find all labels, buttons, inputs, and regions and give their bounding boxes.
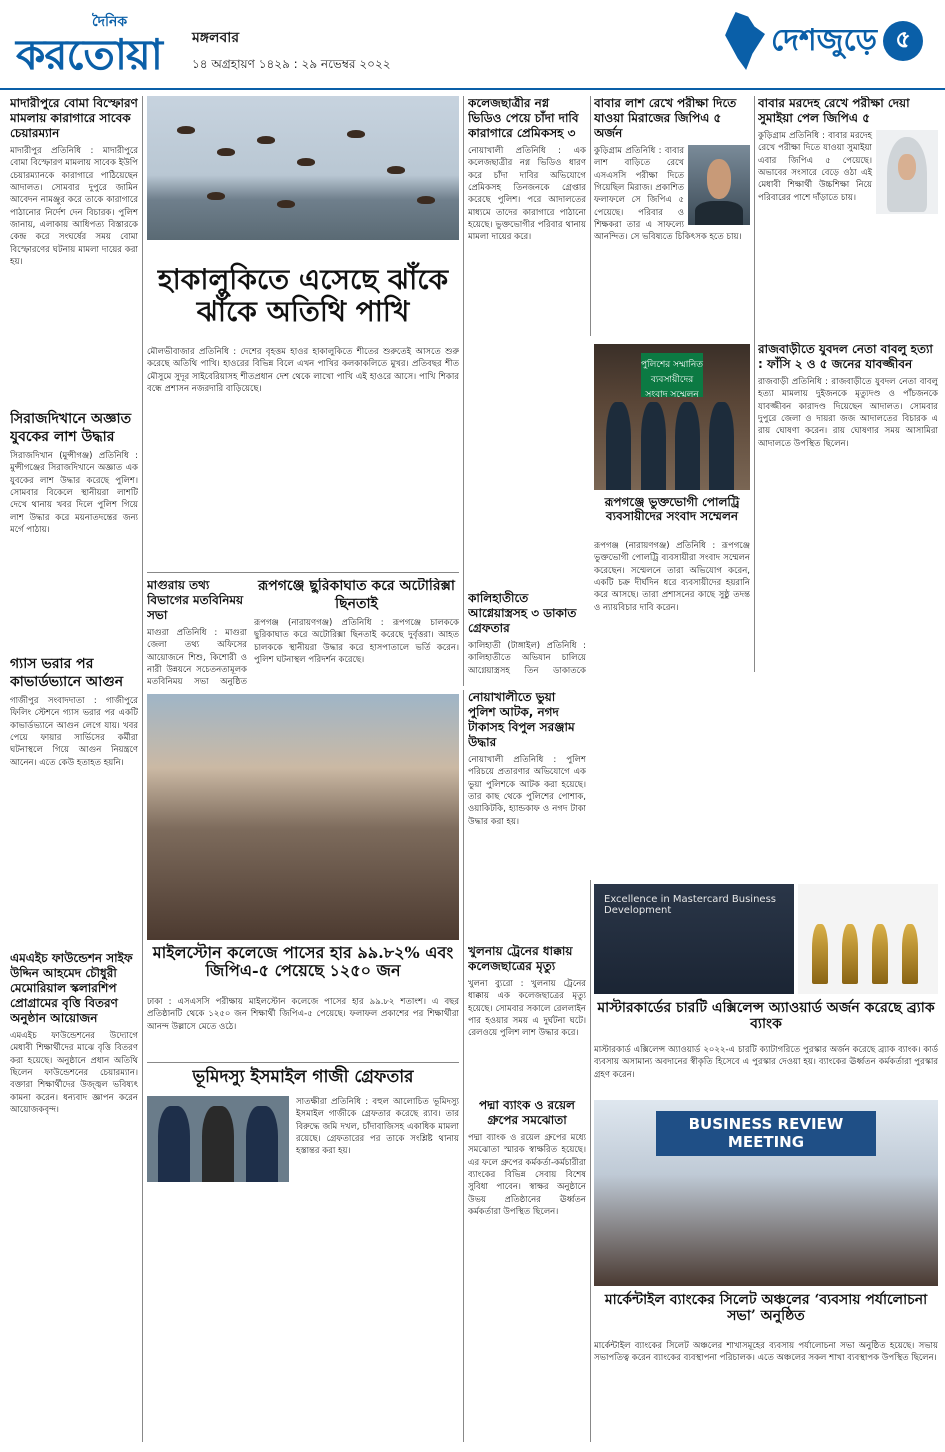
- headline-sirajdikhan: সিরাজদিখানে অজ্ঞাত যুবকের লাশ উদ্ধার: [10, 411, 132, 445]
- headline-kolej: কলেজছাত্রীর নগ্ন ভিডিও পেয়ে চাঁদা দাবি কারাগারে প্রেমিকসহ ৩: [468, 96, 579, 140]
- left-column: [10, 96, 138, 1442]
- bird-shape: [207, 192, 225, 200]
- bird-shape: [417, 196, 435, 204]
- headline-hakaluki: হাকালুকিতে এসেছে ঝাঁকে ঝাঁকে অতিথি পাখি: [157, 263, 449, 329]
- bangladesh-map-icon: [723, 12, 765, 70]
- portrait-face: [707, 159, 732, 199]
- person-shape: [709, 402, 734, 490]
- portrait-face: [898, 154, 915, 181]
- article-padma-bank: [468, 1098, 586, 1442]
- headline-gas: গ্যাস ভরার পর কাভার্ডভ্যানে আগুন: [10, 656, 124, 690]
- issue-day: মঙ্গলবার: [192, 30, 240, 46]
- body-hakaluki: মৌলভীবাজার প্রতিনিধি : দেশের বৃহত্তম হাওর হাকালুকিতে শীতের শুরুতেই আসতে শুরু করেছে অতিথি পাখি। হাওরের বিভিন্ন বিলে এখন পাখির কলকাকলিতে মুখর। প্রতিবছর শীত মৌসুমে সুদূর সাইবেরিয়াসহ শীতপ্রধান দেশ থেকে লাখো পাখি এই হাওরে আসে। পাখি শিকার বন্ধে প্রশাসন নজরদারি বাড়িয়েছে।: [147, 347, 459, 394]
- body-magura: মাগুরা প্রতিনিধি : মাগুরা জেলা তথ্য অফিসের আয়োজনে শিশু, কিশোরী ও নারী উন্নয়নে সচেতনতামূলক মতবিনিময় সভা অনুষ্ঠিত: [147, 628, 247, 688]
- person-shape: [202, 1106, 233, 1182]
- headline-milestone: মাইলস্টোন কলেজে পাসের হার ৯৯.৮২% এবং জিপিএ-৫ পেয়েছে ১২৫০ জন: [152, 943, 454, 981]
- headline-fake-police: নোয়াখালীতে ভুয়া পুলিশ আটক, নগদ টাকাসহ বিপুল সরঞ্জাম উদ্ধার: [468, 690, 575, 749]
- headline-mastercard: মাস্টারকার্ডের চারটি এক্সিলেন্স অ্যাওয়ার্ড অর্জন করেছে ব্র্যাক ব্যাংক: [597, 1000, 935, 1033]
- article-sumaiya: [758, 96, 938, 336]
- body-kalihati: কালিহাতী (টাঙ্গাইল) প্রতিনিধি : কালিহাতীতে অভিযান চালিয়ে আগ্নেয়াস্ত্রসহ তিন ডাকাতকে: [468, 641, 586, 676]
- trophy-icon: [812, 924, 828, 984]
- body-autorickshaw: রূপগঞ্জ (নারায়ণগঞ্জ) প্রতিনিধি : রূপগঞ্জে চালককে ছুরিকাঘাত করে অটোরিক্সা ছিনতাই করেছে দুর্বৃত্তরা। আহত চালককে স্থানীয়রা উদ্ধার করে হাসপাতালে ভর্তি করেন। পুলিশ ঘটনাস্থল পরিদর্শন করেছে।: [254, 618, 459, 665]
- body-milestone: ঢাকা : এসএসসি পরীক্ষায় মাইলস্টোন কলেজে পাসের হার ৯৯.৮২ শতাংশ। এ বছর প্রতিষ্ঠানটি থেকে ১২৫০ জন শিক্ষার্থী জিপিএ-৫ পেয়েছে। ফলাফল প্রকাশের পর শিক্ষার্থীরা আনন্দ উল্লাসে মেতে ওঠে।: [147, 997, 459, 1032]
- person-shape: [158, 1106, 189, 1182]
- bird-shape: [387, 166, 405, 174]
- page-number: ৫: [883, 21, 923, 61]
- headline-madaripur: মাদারীপুরে বোমা বিস্ফোরণ মামলায় কারাগারে সাবেক চেয়ারম্যান: [10, 96, 138, 140]
- press-banner: পুলিশের সম্মানিত ব্যবসায়ীদের সংবাদ সম্মেলন: [641, 353, 703, 397]
- issue-date: ১৪ অগ্রহায়ণ ১৪২৯ : ২৯ নভেম্বর ২০২২: [192, 57, 391, 71]
- article-magura: [147, 578, 247, 688]
- middle-column: [468, 96, 586, 676]
- meeting-banner: BUSINESS REVIEW MEETING: [656, 1111, 876, 1156]
- column-rule: [463, 690, 464, 1442]
- headline-scholarship: এমএইচ ফাউন্ডেশন সাইফ উদ্দিন আহমেদ চৌধুরী মেমোরিয়াল স্কলারশিপ প্রোগ্রামের বৃত্তি বিতরণ অনুষ্ঠান আয়োজন: [10, 951, 133, 1025]
- article-scholarship: [10, 951, 138, 1116]
- milestone-college-photo: [147, 694, 459, 940]
- section-rule: [147, 572, 459, 573]
- article-autorickshaw: [254, 578, 459, 688]
- headline-padma-bank: পদ্মা ব্যাংক ও রয়েল গ্রুপের সমঝোতা: [479, 1098, 575, 1127]
- trophy-icon: [842, 924, 858, 984]
- body-padma-bank: পদ্মা ব্যাংক ও রয়েল গ্রুপের মধ্যে সমঝোতা স্মারক স্বাক্ষরিত হয়েছে। এর ফলে গ্রুপের কর্মকর্তা-কর্মচারীরা ব্যাংকের বিভিন্ন সেবায় বিশেষ সুবিধা পাবেন। স্বাক্ষর অনুষ্ঠানে উভয় প্রতিষ্ঠানের ঊর্ধ্বতন কর্মকর্তারা উপস্থিত ছিলেন।: [468, 1133, 586, 1217]
- student-hijab-photo: [876, 130, 938, 214]
- column-rule: [142, 96, 143, 1442]
- section-rule: [147, 1062, 459, 1063]
- logo-name: করতোয়া: [16, 30, 162, 79]
- headline-autorickshaw: রূপগঞ্জে ছুরিকাঘাত করে অটোরিক্সা ছিনতাই: [258, 578, 455, 612]
- award-ceremony-photo: [594, 884, 794, 994]
- body-sirajdikhan: সিরাজদিখান (মুন্সীগঞ্জ) প্রতিনিধি : মুন্সীগঞ্জের সিরাজদিখানে অজ্ঞাত এক যুবকের লাশ উদ্ধার করেছে পুলিশ। সোমবার বিকেলে স্থানীয়রা লাশটি দেখে থানায় খবর দিলে পুলিশ গিয়ে লাশ উদ্ধার করে ময়নাতদন্তের জন্য মর্গে পাঠায়।: [10, 451, 138, 535]
- headline-sumaiya: বাবার মরদেহ রেখে পরীক্ষা দেয়া সুমাইয়া পেল জিপিএ ৫: [758, 96, 910, 125]
- body-scholarship: এমএইচ ফাউন্ডেশনের উদ্যোগে মেধাবী শিক্ষার্থীদের মাঝে বৃত্তি বিতরণ করা হয়েছে। অনুষ্ঠানে প্রধান অতিথি ছিলেন ফাউন্ডেশনের চেয়ারম্যান। বক্তারা শিক্ষার্থীদের উজ্জ্বল ভবিষ্যৎ কামনা করেন। ধন্যবাদ জ্ঞাপন করেন আয়োজকবৃন্দ।: [10, 1031, 138, 1115]
- article-sirajdikhan: [10, 411, 138, 650]
- article-rajbari: [758, 342, 938, 862]
- body-gas: গাজীপুর সংবাদদাতা : গাজীপুরে ফিলিং স্টেশনে গ্যাস ভরার পর একটি কাভার্ডভ্যানে আগুন লেগে যায়। খবর পেয়ে ফায়ার সার্ভিসের কর্মীরা ঘটনাস্থলে গিয়ে আগুন নিয়ন্ত্রণে আনেন। এতে কেউ হতাহত হয়নি।: [10, 696, 138, 768]
- column-rule: [754, 96, 755, 672]
- arrest-photo: [147, 1096, 289, 1182]
- bird-shape: [277, 200, 295, 208]
- body-kolej: নোয়াখালী প্রতিনিধি : এক কলেজছাত্রীর নগ্ন ভিডিও ধারণ করে চাঁদা দাবির অভিযোগে প্রেমিকসহ তিনজনকে গ্রেপ্তার করেছে পুলিশ। পরে আদালতের মাধ্যমে তাদের কারাগারে পাঠানো হয়েছে। ভুক্তভোগীর পরিবার থানায় মামলা দায়ের করে।: [468, 146, 586, 243]
- article-fake-police: [468, 690, 586, 940]
- column-rule: [463, 96, 464, 686]
- body-mastercard: মাস্টারকার্ড এক্সিলেন্স অ্যাওয়ার্ড ২০২২-এ চারটি ক্যাটাগরিতে পুরস্কার অর্জন করেছে ব্র্যাক ব্যাংক। কার্ড ব্যবসায় অসামান্য অবদানের স্বীকৃতি হিসেবে এ পুরস্কার দেওয়া হয়। ব্যাংকের ঊর্ধ্বতন কর্মকর্তারা পুরস্কার গ্রহণ করেন।: [594, 1045, 938, 1080]
- person-shape: [641, 402, 666, 490]
- body-khulna-train: খুলনা ব্যুরো : খুলনায় ট্রেনের ধাক্কায় এক কলেজছাত্রের মৃত্যু হয়েছে। সোমবার সকালে রেললাইন পার হওয়ার সময় এ দুর্ঘটনা ঘটে। রেলওয়ে পুলিশ লাশ উদ্ধার করে।: [468, 979, 586, 1039]
- newspaper-logo: [16, 8, 186, 79]
- article-khulna-train: [468, 944, 586, 1094]
- body-father-exam: কুড়িগ্রাম প্রতিনিধি : বাবার লাশ বাড়িতে রেখে এসএসসি পরীক্ষা দিতে গিয়েছিল মিরাজ। প্রকাশিত ফলাফলে সে জিপিএ ৫ পেয়েছে। পরিবার ও শিক্ষকরা তার এ সাফল্যে আনন্দিত। সে ভবিষ্যতে চিকিৎসক হতে চায়।: [594, 146, 742, 243]
- body-sumaiya: কুড়িগ্রাম প্রতিনিধি : বাবার মরদেহ রেখে পরীক্ষা দিতে যাওয়া সুমাইয়া এবার জিপিএ ৫ পেয়েছে। অভাবের সংসারে বেড়ে ওঠা এই মেধাবী শিক্ষার্থী উচ্চশিক্ষা নিয়ে পরিবারের পাশে দাঁড়াতে চায়।: [758, 131, 872, 203]
- column-rule: [590, 880, 591, 1442]
- section-title: দেশজুড়ে: [771, 22, 877, 58]
- student-portrait-photo: [688, 145, 750, 225]
- headline-rajbari: রাজবাড়ীতে যুবদল নেতা বাবলু হত্যা : ফাঁসি ২ ও ৫ জনের যাবজ্জীবন: [758, 342, 933, 371]
- body-mercantile: মার্কেন্টাইল ব্যাংকের সিলেট অঞ্চলের শাখাসমূহের ব্যবসায় পর্যালোচনা সভা অনুষ্ঠিত হয়েছে। সভায় সভাপতিত্ব করেন ব্যাংকের ব্যবস্থাপনা পরিচালক। এতে অঞ্চলের সকল শাখা ব্যবস্থাপক উপস্থিত ছিলেন।: [594, 1341, 938, 1364]
- bird-shape: [217, 148, 235, 156]
- person-shape: [675, 402, 700, 490]
- person-shape: [606, 402, 631, 490]
- headline-khulna-train: খুলনায় ট্রেনের ধাক্কায় কলেজছাত্রের মৃত্যু: [468, 944, 573, 973]
- migratory-birds-photo: [147, 96, 459, 240]
- column-rule: [590, 96, 591, 336]
- bird-shape: [177, 126, 195, 134]
- press-conference-photo: [594, 344, 750, 490]
- masthead: [0, 0, 945, 90]
- bird-shape: [347, 130, 365, 138]
- headline-magura: মাগুরায় তথ্য বিভাগের মতবিনিময় সভা: [147, 578, 244, 622]
- date-box: [192, 26, 391, 76]
- article-madaripur: [10, 96, 138, 405]
- article-father-exam: [594, 96, 750, 336]
- person-shape: [246, 1106, 277, 1182]
- trophies-photo: [798, 884, 938, 994]
- body-fake-police: নোয়াখালী প্রতিনিধি : পুলিশ পরিচয়ে প্রতারণার অভিযোগে এক ভুয়া পুলিশকে আটক করা হয়েছে। তার কাছ থেকে পুলিশের পোশাক, ওয়াকিটকি, হ্যান্ডকাফ ও নগদ টাকা উদ্ধার করা হয়।: [468, 755, 586, 827]
- bird-shape: [297, 158, 315, 166]
- portrait-shirt: [695, 201, 742, 225]
- body-madaripur: মাদারীপুর প্রতিনিধি : মাদারীপুরে বোমা বিস্ফোরণ মামলায় সাবেক ইউপি চেয়ারম্যানকে কারাগারে পাঠিয়েছেন আদালত। সোমবার দুপুরে জামিন আবেদন নামঞ্জুর করে তাকে কারাগারে পাঠানোর নির্দেশ দেন বিচারক। পুলিশ জানায়, এলাকায় আধিপত্য বিস্তারকে কেন্দ্র করে সংঘর্ষের সময় বোমা বিস্ফোরণের ঘটনায় মামলা দায়ের করা হয়।: [10, 146, 138, 267]
- body-bhumidosyu: সাতক্ষীরা প্রতিনিধি : বহুল আলোচিত ভূমিদস্যু ইসমাইল গাজীকে গ্রেফতার করেছে র‍্যাব। তার বিরুদ্ধে জমি দখল, চাঁদাবাজিসহ একাধিক মামলা রয়েছে। গ্রেফতারের পর তাকে সংশ্লিষ্ট থানায় হস্তান্তর করা হয়।: [296, 1097, 459, 1157]
- article-gas: [10, 656, 138, 945]
- business-review-meeting-photo: [594, 1100, 938, 1286]
- section-brand: [723, 12, 923, 70]
- headline-kalihati: কালিহাতীতে আগ্নেয়াস্ত্রসহ ৩ ডাকাত গ্রেফতার: [468, 591, 577, 635]
- body-poultry: রূপগঞ্জ (নারায়ণগঞ্জ) প্রতিনিধি : রূপগঞ্জে ভুক্তভোগী পোলট্রি ব্যবসায়ীরা সংবাদ সম্মেলন করেছেন। সম্মেলনে তারা অভিযোগ করেন, একটি চক্র দীর্ঘদিন ধরে ব্যবসায়ীদের হয়রানি করে আসছে। তারা প্রশাসনের কাছে সুষ্ঠু তদন্ত ও ন্যায়বিচার দাবি করেন।: [594, 541, 750, 613]
- body-rajbari: রাজবাড়ী প্রতিনিধি : রাজবাড়ীতে যুবদল নেতা বাবলু হত্যা মামলায় দুইজনকে মৃত্যুদণ্ড ও পাঁচজনকে যাবজ্জীবন কারাদণ্ড দিয়েছেন আদালত। সোমবার দুপুরে জেলা ও দায়রা জজ আদালতের বিচারক এ রায় ঘোষণা করেন। রায় ঘোষণার সময় আসামিরা আদালতে উপস্থিত ছিলেন।: [758, 377, 938, 449]
- logo-small-text: দৈনিক: [92, 14, 128, 30]
- headline-mercantile: মার্কেন্টাইল ব্যাংকের সিলেট অঞ্চলের ‘ব্যবসায় পর্যালোচনা সভা’ অনুষ্ঠিত: [604, 1292, 928, 1325]
- award-banner-text: Excellence in Mastercard Business Development: [604, 894, 776, 916]
- headline-bhumidosyu: ভূমিদস্যু ইসমাইল গাজী গ্রেফতার: [192, 1067, 414, 1087]
- headline-poultry: রূপগঞ্জে ভুক্তভোগী পোলট্রি ব্যবসায়ীদের সংবাদ সম্মেলন: [604, 495, 740, 523]
- trophy-icon: [872, 924, 888, 984]
- headline-father-exam: বাবার লাশ রেখে পরীক্ষা দিতে যাওয়া মিরাজের জিপিএ ৫ অর্জন: [594, 96, 737, 140]
- bird-shape: [257, 136, 275, 144]
- trophy-icon: [902, 924, 918, 984]
